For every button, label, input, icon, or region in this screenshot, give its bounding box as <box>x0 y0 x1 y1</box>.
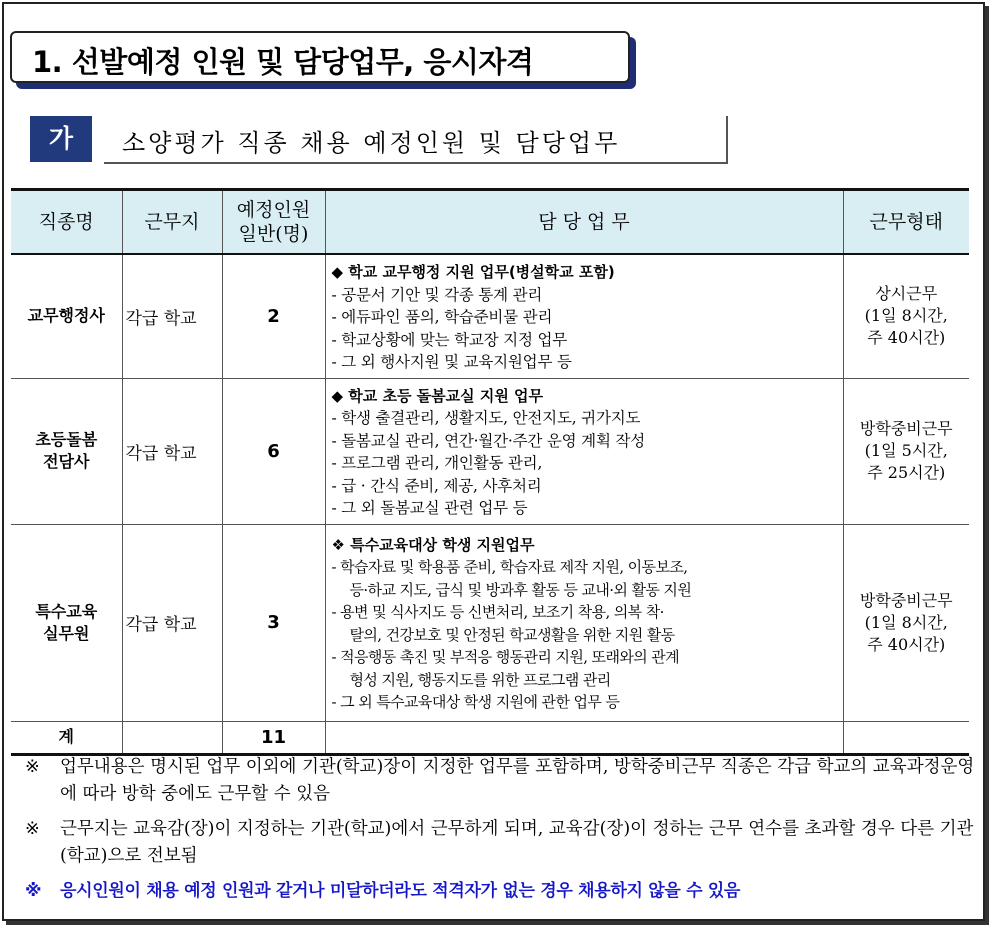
note-mark: ※ <box>25 757 40 777</box>
planned-count: 2 <box>222 254 325 378</box>
subsection-title: 소양평가 직종 채용 예정인원 및 담당업무 <box>122 129 621 157</box>
notes <box>20 754 975 913</box>
header-place: 근무지 <box>122 190 222 255</box>
duty-cell <box>325 378 843 524</box>
note-item <box>20 816 975 870</box>
table-header-row <box>11 190 969 255</box>
job-name-line2: 실무원 <box>43 623 90 643</box>
duty-line: 등·하교 지도, 급식 및 방과후 활동 등 교내·외 활동 지원 <box>349 580 692 599</box>
work-place: 각급 학교 <box>122 378 222 524</box>
work-type-line3: 주 40시간) <box>867 328 946 348</box>
job-name <box>11 378 122 524</box>
job-name-line2: 전담사 <box>43 452 90 471</box>
duty-line: - 급 · 간식 준비, 제공, 사후처리 <box>331 476 542 495</box>
job-name <box>11 254 122 378</box>
total-row <box>11 721 969 754</box>
duty-cell <box>325 254 843 378</box>
total-empty-place <box>122 721 222 754</box>
total-count: 11 <box>222 721 325 754</box>
note-text: 업무내용은 명시된 업무 이외에 기관(학교)장이 지정한 업무를 포함하며, 방학중비근무 직종은 각급 학교의 교육과정운영에 따라 방학 중에도 근무할 수 있음 <box>60 757 975 804</box>
planned-count: 3 <box>222 524 325 721</box>
duty-heading: ❖ 특수교육대상 학생 지원업무 <box>331 535 535 554</box>
planned-count: 6 <box>222 378 325 524</box>
subsection-title-box <box>104 116 728 164</box>
duty-line: - 공문서 기안 및 각종 통계 관리 <box>331 285 543 304</box>
work-type-line1: 상시근무 <box>875 284 938 304</box>
note-mark: ※ <box>25 881 42 901</box>
table-row <box>11 524 969 721</box>
work-type <box>843 378 969 524</box>
work-place: 각급 학교 <box>122 524 222 721</box>
job-name-line1: 교무행정사 <box>27 306 105 326</box>
section-title: 1. 선발예정 인원 및 담당업무, 응시자격 <box>32 45 534 79</box>
work-type-line2: (1일 5시간, <box>864 441 948 460</box>
header-name: 직종명 <box>11 190 122 255</box>
job-name-line1: 초등돌봄 <box>35 430 98 449</box>
duty-heading: ◆ 학교 교무행정 지원 업무(병설학교 포함) <box>331 263 615 281</box>
section-title-box <box>10 31 630 83</box>
work-type-line1: 방학중비근무 <box>859 590 953 610</box>
note-text: 근무지는 교육감(장)이 지정하는 기관(학교)에서 근무하게 되며, 교육감(장)이 정하는 근무 연수를 초과할 경우 다른 기관(학교)으로 전보됨 <box>60 819 974 866</box>
duty-line: - 용변 및 식사지도 등 신변처리, 보조기 착용, 의복 착· <box>331 603 664 621</box>
note-text: 응시인원이 채용 예정 인원과 같거나 미달하더라도 적격자가 없는 경우 채용하지 않을 수 있음 <box>60 881 741 901</box>
work-type <box>843 524 969 721</box>
duty-cell <box>325 524 843 721</box>
duty-line: - 학교상황에 맞는 학교장 지정 업무 <box>331 330 567 349</box>
header-work: 근무형태 <box>843 190 969 255</box>
header-count-line2: 일반(명) <box>238 223 309 245</box>
note-item <box>20 754 975 808</box>
work-type-line3: 주 40시간) <box>867 634 946 654</box>
duty-line: 형성 지원, 행동지도를 위한 프로그램 관리 <box>349 670 611 689</box>
duty-heading: ◆ 학교 초등 돌봄교실 지원 업무 <box>331 386 544 405</box>
header-duty: 담 당 업 무 <box>325 190 843 255</box>
table-row <box>11 378 969 524</box>
duty-line: - 에듀파인 품의, 학습준비물 관리 <box>331 308 553 326</box>
work-type <box>843 254 969 378</box>
duty-line: - 돌봄교실 관리, 연간·월간·주간 운영 계획 작성 <box>331 431 645 450</box>
duty-line: 탈의, 건강보호 및 안정된 학교생활을 위한 지원 활동 <box>349 625 675 644</box>
duty-line: - 그 외 특수교육대상 학생 지원에 관한 업무 등 <box>331 693 620 711</box>
work-type-line1: 방학중비근무 <box>859 419 953 438</box>
duty-line: - 그 외 행사지원 및 교육지원업무 등 <box>331 353 572 371</box>
work-type-line3: 주 25시간) <box>867 463 946 482</box>
duty-line: - 학생 출결관리, 생활지도, 안전지도, 귀가지도 <box>331 409 641 427</box>
duty-line: - 프로그램 관리, 개인활동 관리, <box>331 454 543 472</box>
note-item-emphasis <box>20 878 975 905</box>
table-row <box>11 254 969 378</box>
work-type-line2: (1일 8시간, <box>864 612 948 632</box>
duty-line: - 적응행동 촉진 및 부적응 행동관리 지원, 또래와의 관계 <box>331 648 680 666</box>
duty-line: - 그 외 돌봄교실 관련 업무 등 <box>331 499 528 517</box>
header-count-line1: 예정인원 <box>236 199 311 221</box>
positions-table <box>11 188 969 756</box>
work-type-line2: (1일 8시간, <box>864 306 948 326</box>
header-count <box>222 190 325 255</box>
work-place: 각급 학교 <box>122 254 222 378</box>
total-empty-work <box>843 721 969 754</box>
subsection-badge: 가 <box>30 116 92 162</box>
job-name <box>11 524 122 721</box>
job-name-line1: 특수교육 <box>35 601 98 621</box>
total-label: 계 <box>11 721 122 754</box>
duty-line: - 학습자료 및 학용품 준비, 학습자료 제작 지원, 이동보조, <box>331 558 688 576</box>
note-mark: ※ <box>25 819 40 839</box>
total-empty-duty <box>325 721 843 754</box>
